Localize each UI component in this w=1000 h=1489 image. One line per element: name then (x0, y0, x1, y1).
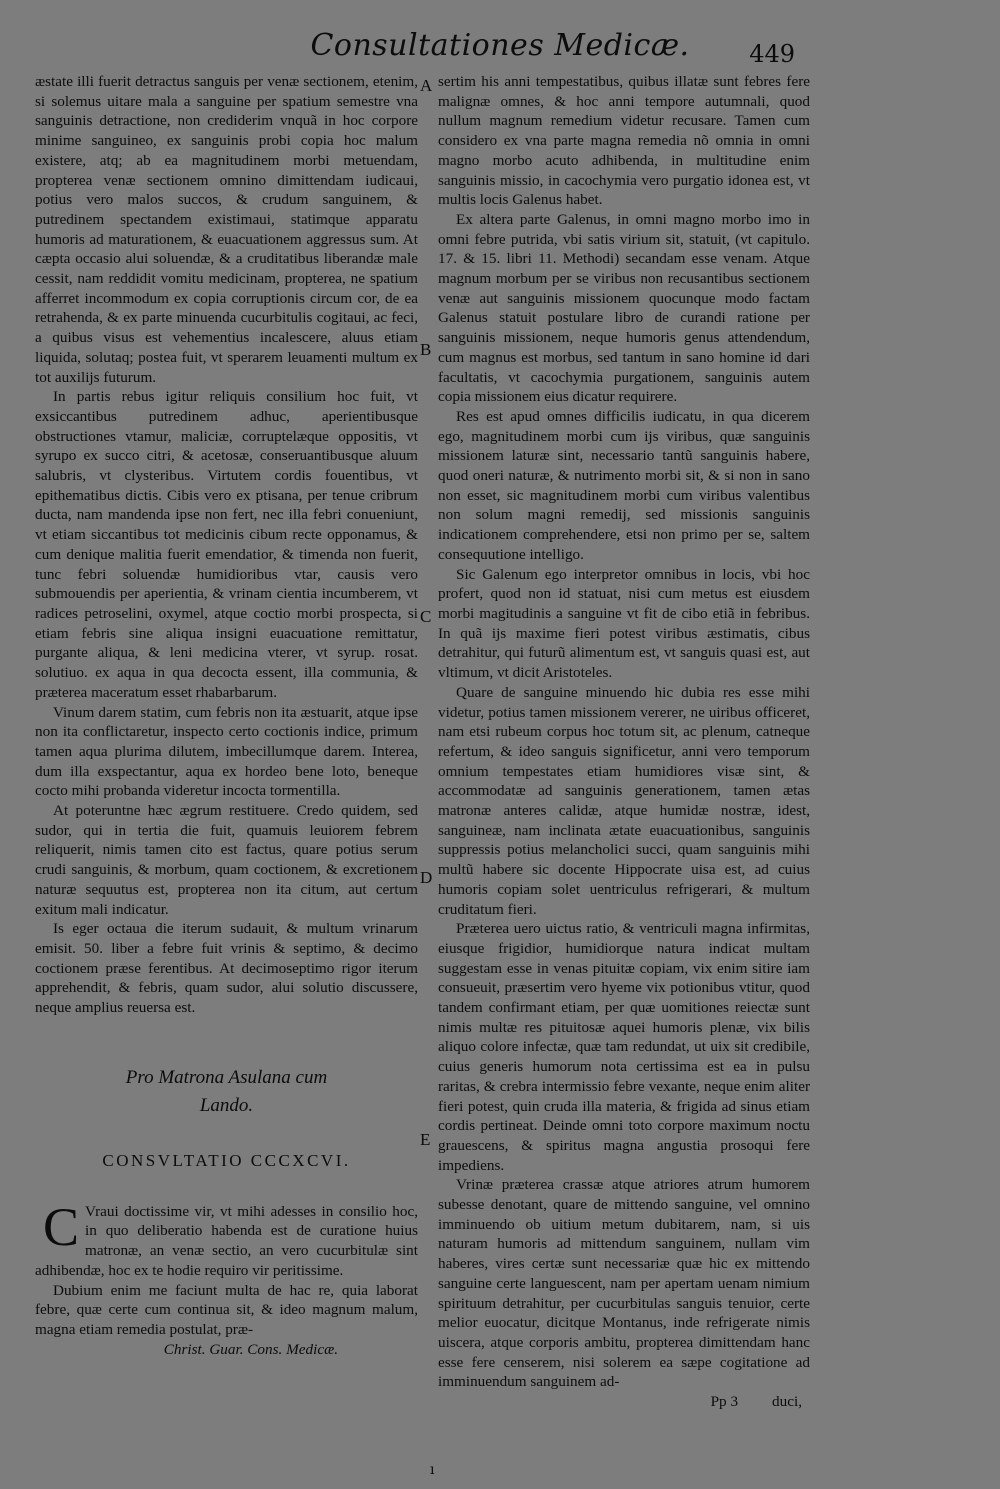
paragraph: Ex altera parte Galenus, in omni magno morbo imo in omni febre putrida, vbi satis virium sit, statuit, (vt capitulo. 17. & 15. libri 11. Methodi) secandam esse venam. Atque magnum morbum per se viribus non recusantibus sectionem venæ aut sanguinis missionem quocunque modo factam Galenus statuit postulare libro de curandi ratione per sanguinis missionem, neque humoris genus attendendum, cum magnus est morbus, sed tantum in sano homine id dari facultatis, vt cacochymia purgationem, sanguinis autem copia missionem eius dicatur requirere. (438, 210, 810, 406)
page-number: 449 (749, 40, 795, 68)
margin-letter-a: A (420, 76, 433, 95)
paragraph: sertim his anni tempestatibus, quibus illatæ sunt febres fere malignæ omnes, & hoc anni tempore autumnali, quod nullum magnum remedium videtur recusare. Tamen cum considero ex vna parte magna remedia nõ omnia in omni magno morbo acuto adhibenda, in multitudine enim sanguinis missio, in cacochymia vero purgatio idonea est, vt multis locis Galenus habet. (438, 73, 810, 209)
page-foot (438, 1392, 810, 1412)
catchline: Christ. Guar. Cons. Medicæ. (163, 1340, 338, 1358)
paragraph: Præterea uero uictus ratio, & ventriculi magna infirmitas, eiusque frigidior, humidiorque natura indicat multam suggestam esse in venas pituitæ copiam, vix enim sitire iam consueuit, præsertim vero hyeme vix potionibus vtitur, quod tandem confirmant etiam, per quæ uomitiones reiectæ sunt nimis multæ res pituitosæ aquei humoris plenæ, vix bilis aliquo colore infectæ, quæ tam redundat, ut uix sit credibile, cuius generis humorum nota certissima est ea in pulsu raritas, & crebra intermissio febre vexante, neque enim aliter fieri potest, quin cruda illa materia, & frigida ad sinus etiam cordis pertineat. Deinde omni toto corpore maximum noctu grauescens, & spiritus magna angustia prosoqui fere impediens. (438, 920, 810, 1174)
right-column (438, 72, 810, 1412)
paragraph: At poteruntne hæc ægrum restituere. Credo quidem, sed sudor, qui in tertia die fuit, quamuis leuiorem febrem reliquerit, nimis tamen cito est factus, quare potius serum crudi sanguinis, & morbum, quam coctionem, & excretionem naturæ sequutus est, propterea non ita citum, aut certum exitum mali indicatur. (35, 802, 418, 918)
margin-letter-e: E (420, 1130, 431, 1149)
subheading-line: Pro Matrona Asulana cum (125, 1066, 328, 1088)
left-column (35, 72, 418, 1359)
paragraph (35, 1196, 418, 1281)
consultation-heading: CONSVLTATIO CCCXCVI. (102, 1150, 351, 1170)
paragraph: Quare de sanguine minuendo hic dubia res esse mihi videtur, potius tamen missionem vererer, ne uiribus officeret, nam etsi rubeum corpus hoc totum sit, ac plenum, catneque refertum, & ideo sanguis significetur, anni vero temporum omnium tempestates etiam humidiores visæ sint, & accommodatæ ad sanguinis generationem, tamen ætas matronæ anteres calidæ, atque humidæ nostræ, idest, sanguineæ, nam inclinata ætate euacuationibus, sanguinis suppressis potius melancholici succi, quam sanguinis mihi multũ habere sic docente Hippocrate uisa est, ad cuius humoris copiam solet uentriculus refrigerari, & multum cruditatum fieri. (438, 683, 810, 918)
running-title: Consultationes Medicæ. (310, 28, 690, 63)
signature-mark: Pp 3 (710, 1393, 739, 1411)
drop-cap: C (43, 1196, 80, 1257)
catchword: duci, (772, 1393, 802, 1411)
paragraph: Vinum darem statim, cum febris non ita æstuarit, atque ipse non ita conflictaretur, inspecto certo coctionis indice, primum tamen aqua plurima dilutem, imbecillumque darem. Interea, dum illa exspectantur, aqua ex hordeo bene loto, beneque cocto mihi probanda videretur incocta tormentilla. (35, 703, 418, 800)
paragraph: æstate illi fuerit detractus sanguis per venæ sectionem, etenim, si solemus uitare mala a sanguine per spatium semestre vna sanguinis detractione, non crediderim vnquã in hoc corpore minime sanguineo, ex sanguinis probi copia hoc malum existere, atq; ab ea magnitudinem morbi metuendam, propterea venæ sectionem omnino dimittendam iudicaui, potius vero malos succos, & crudum sanguinem, & putredinem spectandem existimaui, statimque apparatu humoris ad maturationem, & euacuationem aggressus sum. At cæpta occasio alui soluendæ, & a cruditatibus liberandæ male cessit, nam reddidit vomitu medicinam, propterea, ne spatium afferret incommodum ex copia corruptionis circum cor, de ea retrahenda, & ex parte minuenda cucurbitulis cogitaui, ac feci, a quibus visus est vehementius incalescere, aluus etiam liquida, solutaq; postea fuit, vt sperarem leuamenti multum ex tot auxilijs futurum. (35, 73, 418, 386)
paragraph-text: Vraui doctissime vir, vt mihi adesses in consilio hoc, in quo deliberatio habenda est de curatione huius matronæ, an venæ sectio, an vero cucurbitulæ sint adhibendæ, hoc ex te hodie requiro vir peritissime. (35, 1202, 418, 1279)
section-subheading (35, 1064, 418, 1120)
paragraph: In partis rebus igitur reliquis consilium hoc fuit, vt exsiccantibus putredinem adhuc, aperientibusque obstructiones vtamur, maliciæ, corruptelæque oppositis, vt syrupo ex succo citri, & acetosæ, conseruantibusque aluum salubris, vt clysteribus. Virtutem cordis fouentibus, vt epithematibus dictis. Cibis vero ex ptisana, per tenue cribrum ducta, nam mandenda ipse non fert, nec illa febri conueniunt, vt etiam siccantibus tot medicinis cibum recte opponamus, & cum denique malitia fuerit emendatior, & timenda non fuerit, tunc febri soluendæ humidioribus vtar, causis vero submouendis per aperientia, & vrinam cientia incumberem, vt radices petroselini, oxymel, atque coctio morbi prospecta, si etiam febris sine aliqua insigni euacuatione remittatur, purgante aliqua, & leni medicina vterer, vt syrup. rosat. solutiuo. ex aqua in qua decocta essent, illa communia, & præterea maceratum esset rhabarbarum. (35, 388, 418, 701)
subheading-line: Lando. (199, 1094, 254, 1116)
paragraph: Is eger octaua die iterum sudauit, & multum vrinarum emisit. 50. liber a febre fuit vrinis & septimo, & decimo coctionem præse ferentibus. At decimoseptimo rigor iterum apprehendit, & febris, quam sudor, alui solutio discussere, neque amplius reuersa est. (35, 920, 418, 1017)
paragraph: Vrinæ præterea crassæ atque atriores atrum humorem subesse denotant, quare de mittendo sanguine, vel omnino imminuendo ob uitium metum dubitarem, nam, si uis naturam humoris ad mittendum sanguinem, nullam vim haberes, vires certæ sunt necessariæ quæ hic ex mittendo sanguine certe languescent, nam per apertam uenam nimium spirituum detrahitur, per cucurbitulas sanguis tenuior, certe melior euocatur, dicitque Montanus, inde refrigerate nimis uiscera, atque corporis ambitu, propterea dimittendam hanc esse fere censerem, nisi solerem ea sæpe cogitatione ad imminuendum sanguinem ad- (438, 1176, 810, 1391)
paragraph: Sic Galenum ego interpretor omnibus in locis, vbi hoc profert, quod non id statuat, nisi cum metus est eiusdem morbi magitudinis a sanguine vt fit de cibo etiã in febribus. In quã ijs maxime fieri potest viribus æstimatis, cibus detrahitur, qui futurũ alimentum est, vt sanguis quasi est, aut vltimum, vt dicit Aristoteles. (438, 565, 810, 682)
margin-letter-c: C (420, 607, 432, 626)
paragraph: Res est apud omnes difficilis iudicatu, in qua dicerem ego, magnitudinem morbi cum ijs viribus, quæ sanguinis missionem laturæ sint, necessario tantũ sanguinis habere, quod oneri naturæ, & nutrimento morbi sit, & si non in sano non esset, sic magnitudinem morbi cum viribus valentibus non solum magni remedij, sed missionis sanguinis indicationem comprehendere, etsi non primo per se, saltem consequutione intelligo. (438, 407, 810, 563)
paragraph: Dubium enim me faciunt multa de hac re, quia laborat febre, quæ certe cum continua sit, & ideo magnum malum, magna etiam remedia postulat, præ- (35, 1281, 418, 1338)
margin-letter-d: D (420, 868, 433, 887)
margin-letter-b: B (420, 340, 432, 359)
footer-mark: ı (430, 1462, 435, 1478)
